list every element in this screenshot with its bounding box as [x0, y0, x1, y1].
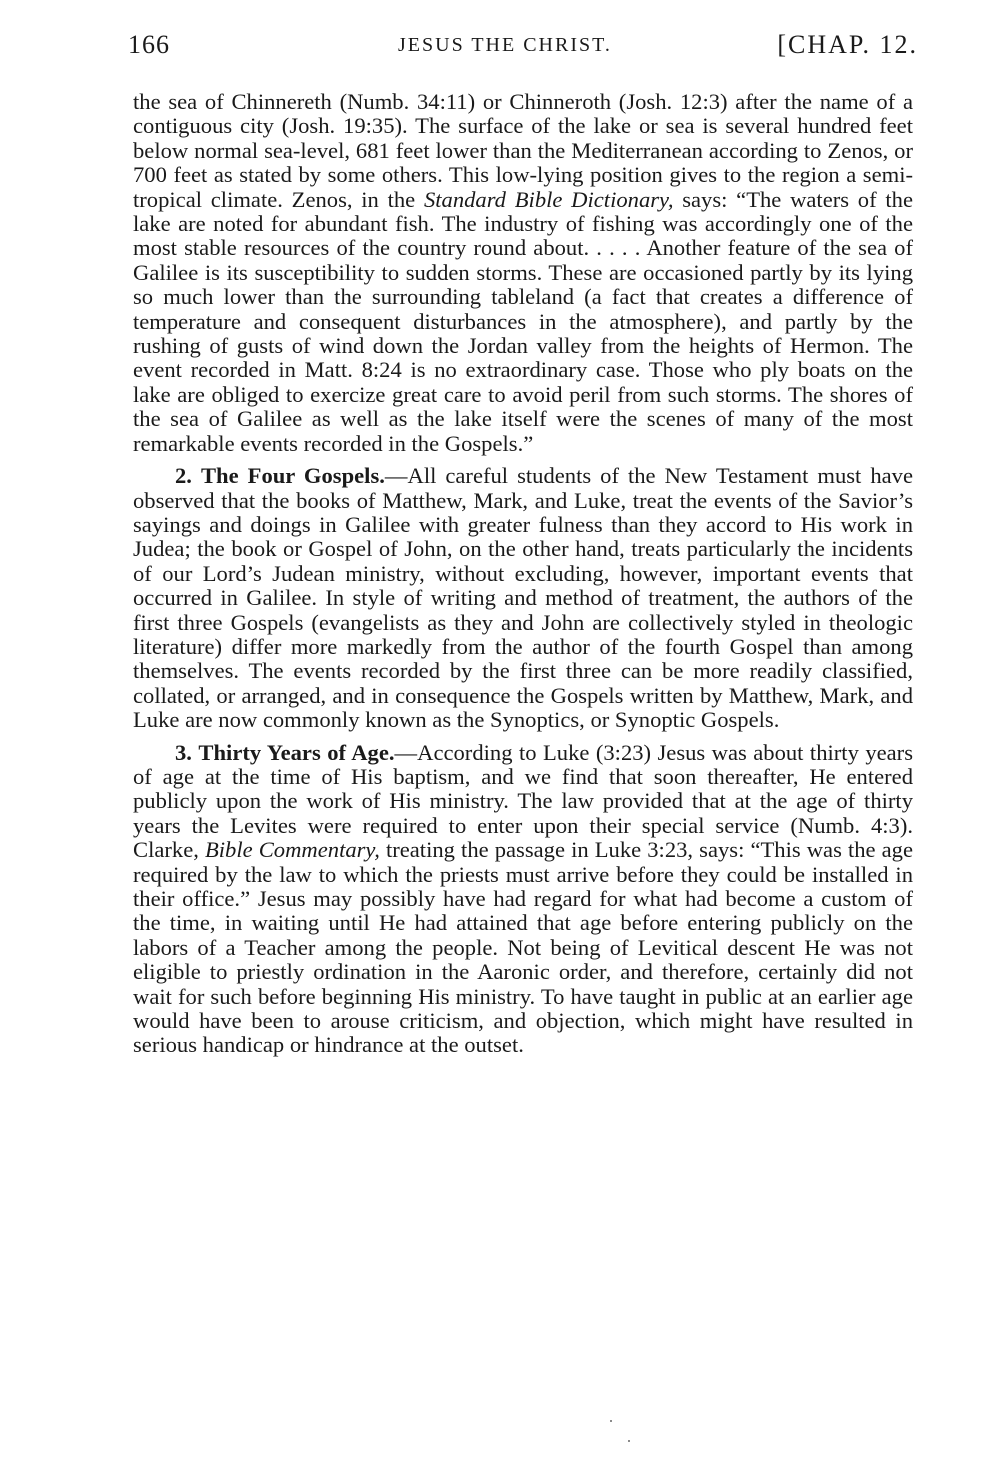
section-text-part-1: —According to Luke (3:23) Jesus was about thirty years of age at the time of His baptism, and we find that soon thereafter, He entered publicly upon the work of His ministry. The law provided that at the age of thirty years the Levites were required to enter upon their special service (Numb. 4:3). Clarke, — [133, 739, 913, 863]
cited-work-title: Standard Bible Dictionary, — [423, 186, 674, 212]
cited-work-title: Bible Commentary, — [204, 837, 380, 863]
section-text-part-2: treating the passage in Luke 3:23, says: “This was the age required by the law to which the priests must arrive before they could be installed in their office.” Jesus may possibly have had regard for what had become a custom of the time, in waiting until He had attained that age before entering publicly on the labors of a Teacher among the people. Not being of Levitical descent He was not eligible to priestly ordination in the Aaronic order, and therefore, certainly did not wait for such before beginning His ministry. To have taught in public at an earlier age would have been to arouse criticism, and objection, which might have resulted in serious handicap or hindrance at the outset. — [133, 837, 913, 1058]
section-heading: Thirty Years of Age. — [198, 739, 395, 765]
scan-speck — [628, 1440, 630, 1442]
section-text: —All careful students of the New Testament must have observed that the books of Matthew, Mark, and Luke, treat the events of the Savior’s sayings and doings in Galilee with greater fulness than they accord to His work in Judea; the book or Gospel of John, on the other hand, treats particularly the incidents of our Lord’s Judean ministry, without excluding, however, important events that occurred in Galilee. In style of writing and method of treatment, the authors of the first three Gospels (evangelists as they and John are collectively styled in theologic literature) differ more markedly from the author of the fourth Gospel than among themselves. The events recorded by the first three can be more readily classified, collated, or arranged, and in consequence the Gospels written by Matthew, Mark, and Luke are now commonly known as the Synoptics, or Synoptic Gospels. — [133, 463, 913, 733]
running-title: JESUS THE CHRIST. — [398, 34, 612, 56]
intro-text-part-2: says: “The waters of the lake are noted for abundant fish. The industry of fishing was accordingly one of the most stable resources of the country round about. . . . . Another feature of the sea of Galilee is its susceptibility to sudden storms. These are occasioned partly by its lying so much lower than the surrounding tableland (a fact that creates a difference of temperature and consequent disturbances in the atmosphere), and partly by the rushing of gusts of wind down the Jordan valley from the heights of Hermon. The event recorded in Matt. 8:24 is no extraordinary case. Those who ply boats on the lake are obliged to exercize great care to avoid peril from such storms. The shores of the sea of Galilee as well as the lake itself were the scenes of many of the most remarkable events recorded in the Gospels.” — [133, 186, 913, 456]
section-heading: The Four Gospels. — [200, 463, 385, 489]
intro-paragraph — [133, 90, 913, 456]
section-number: 3. — [175, 739, 192, 765]
section-four-gospels — [133, 464, 913, 732]
scan-speck — [610, 1420, 612, 1422]
chapter-label: [CHAP. 12. — [777, 30, 918, 59]
page-header — [128, 30, 918, 66]
page-number: 166 — [128, 30, 170, 59]
section-thirty-years — [133, 741, 913, 1058]
intro-text-part-1: the sea of Chinnereth (Numb. 34:11) or Chinneroth (Josh. 12:3) after the name of a contiguous city (Josh. 19:35). The surface of the lake or sea is several hundred feet below normal sea-level, 681 feet lower than the Mediterranean according to Zenos, or 700 feet as stated by some others. This low-lying position gives to the region a semi-tropical climate. Zenos, in the — [133, 89, 913, 212]
section-number: 2. — [175, 463, 192, 489]
page-body — [133, 90, 913, 1066]
